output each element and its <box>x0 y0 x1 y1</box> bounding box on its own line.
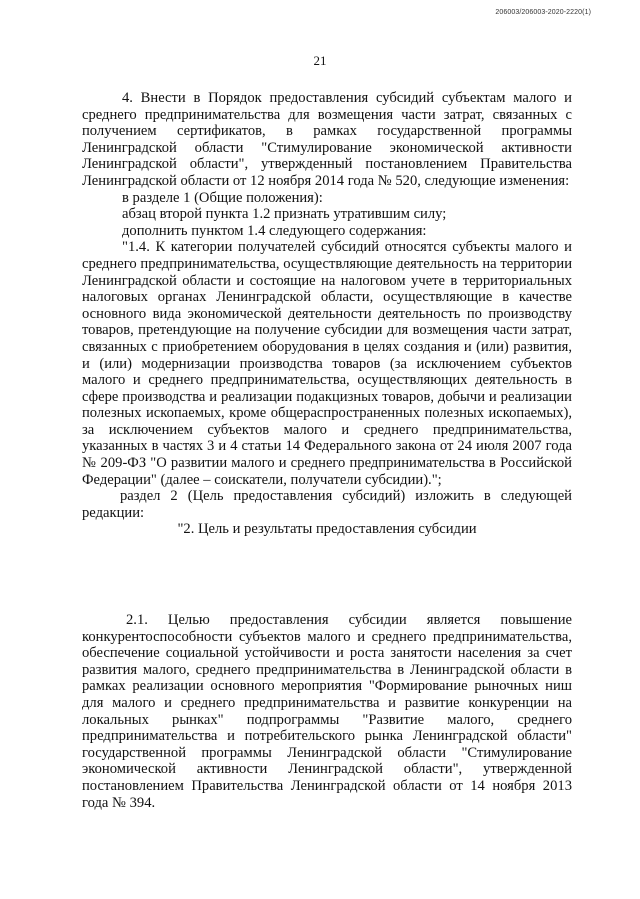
add-point-1-4: дополнить пунктом 1.4 следующего содержания: <box>122 222 427 239</box>
item-4-paragraph: 4. Внести в Порядок предоставления субсидий субъектам малого и среднего предпринимательства для возмещения части затрат, связанных с получением сертификатов, в рамках государственной программы Ленинградской области "Стимулирование экономической активности Ленинградской области", утвержденный постановлением Правительства Ленинградской области от 12 ноября 2014 года № 520, следующие изменения: <box>82 90 572 189</box>
document-code: 206003/206003-2020-2220(1) <box>495 9 591 16</box>
point-2-1-text: 2.1. Целью предоставления субсидии является повышение конкурентоспособности субъектов малого и среднего предпринимательства, обеспечение социальной устойчивости и роста занятости населения за счет развития малого, среднего предпринимательства в Ленинградской области в рамках реализации основного мероприятия "Формирование рыночных ниш для малого и среднего предпринимательства и развитие конкуренции на локальных рынках" подпрограммы "Развитие малого, среднего предпринимательства и потребительского рынка Ленинградской области" государственной программы Ленинградской области "Стимулирование экономической активности Ленинградской области", утвержденной постановлением Правительства Ленинградской области от 14 ноября 2013 года № 394. <box>82 612 572 811</box>
point-1-4-text: "1.4. К категории получателей субсидий относятся субъекты малого и среднего предпринимательства, осуществляющие деятельность на территории Ленинградской области и состоящие на налоговом учете в территориальных налоговых органах Ленинградской области, осуществляющие в качестве основного вида экономической деятельности деятельность по производству товаров, претендующие на получение субсидии для возмещения части затрат, связанных с приобретением оборудования в целях создания и (или) развития, и (или) модернизации производства товаров (за исключением субъектов малого и среднего предпринимательства, осуществляющих деятельность в сфере производства и реализации подакцизных товаров, добычи и реализации полезных ископаемых, кроме общераспространенных полезных ископаемых), за исключением субъектов малого и среднего предпринимательства, указанных в частях 3 и 4 статьи 14 Федерального закона от 24 июля 2007 года № 209-ФЗ "О развитии малого и среднего предпринимательства в Российской Федерации" (далее – соискатели, получатели субсидии)."; <box>82 239 572 488</box>
section-1-heading: в разделе 1 (Общие положения): <box>122 189 323 206</box>
paragraph-1-2-repeal: абзац второй пункта 1.2 признать утратившим силу; <box>122 206 447 223</box>
page-number: 21 <box>313 53 327 68</box>
section-2-block <box>82 612 572 811</box>
section-2-intro: раздел 2 (Цель предоставления субсидий) изложить в следующей редакции: <box>82 488 572 521</box>
amendment-block <box>82 90 572 538</box>
section-2-title: "2. Цель и результаты предоставления субсидии <box>177 521 477 538</box>
